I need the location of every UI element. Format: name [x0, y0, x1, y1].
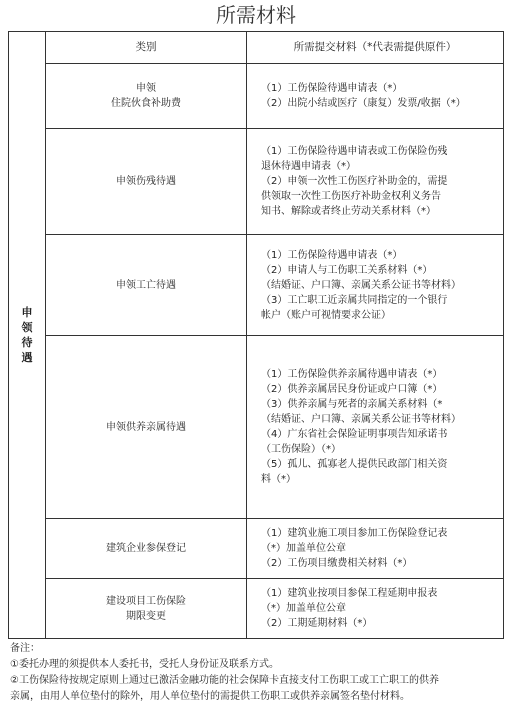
note-item: ①委托办理的须提供本人委托书，受托人身份证及联系方式。 — [10, 659, 279, 670]
materials-table — [8, 31, 504, 639]
table-row-category: 建设项目工伤保险 期限变更 — [106, 595, 186, 622]
side-label: 申领待遇 — [21, 306, 33, 364]
table-row-materials: （1）建筑业按项目参保工程延期申报表 （*）加盖单位公章 （2）工期延期材料（*） — [261, 588, 438, 629]
table-row-materials: （1）工伤保险待遇申请表（*） （2）申请人与工伤职工关系材料（*） （结婚证、户口簿、亲属关系公证书等材料） （3）工亡职工近亲属共同指定的一个银行 帐户（账户可视情要求公证） — [261, 249, 461, 321]
table-row-materials: （1）工伤保险待遇申请表（*） （2）出院小结或医疗（康复）发票/收据（*） — [261, 83, 466, 109]
table-row-category: 申领工亡待遇 — [116, 279, 176, 291]
table-row-materials: （1）工伤保险供养亲属待遇申请表（*） （2）供养亲属居民身份证或户口簿（*） （3）供养亲属与死者的亲属关系材料（* （结婚证、户口簿、亲属关系公证书等材料） （4）广东省社会保险证明事项告知承诺书 （工伤保险）（*） （5）孤儿、孤寡老人提供民政部门相关资 料（*） — [261, 369, 461, 485]
notes-section — [10, 641, 506, 705]
side-label-cell — [9, 32, 45, 638]
note-item: 亲属，由用人单位垫付的除外，用人单位垫付的需提供工伤职工或供养亲属签名垫付材料。 — [10, 691, 410, 702]
table-row-materials: （1）建筑业施工项目参加工伤保险登记表 （*）加盖单位公章 （2）工伤项目缴费相关材料（*） — [261, 528, 448, 569]
table-row-category: 申领 住院伙食补助费 — [111, 83, 181, 109]
table-row-category: 建筑企业参保登记 — [106, 543, 186, 554]
page-title: 所需材料 — [216, 3, 296, 27]
table-row-category: 申领伤残待遇 — [116, 176, 176, 187]
header-category: 类别 — [135, 41, 157, 53]
table-row-materials: （1）工伤保险待遇申请表或工伤保险伤残 退休待遇申请表（*） （2）申领一次性工伤医疗补助金的，需提 供领取一次性工伤医疗补助金权利义务告 知书、解除或者终止劳动关系材料（*） — [261, 146, 448, 217]
table-row-category: 申领供养亲属待遇 — [106, 421, 186, 433]
header-materials: 所需提交材料（*代表需提供原件） — [293, 41, 457, 53]
note-item: ②工伤保险待按规定原则上通过已激活金融功能的社会保障卡直接支付工伤职工或工亡职工的供养 — [10, 675, 439, 686]
notes-heading: 备注： — [10, 643, 40, 654]
